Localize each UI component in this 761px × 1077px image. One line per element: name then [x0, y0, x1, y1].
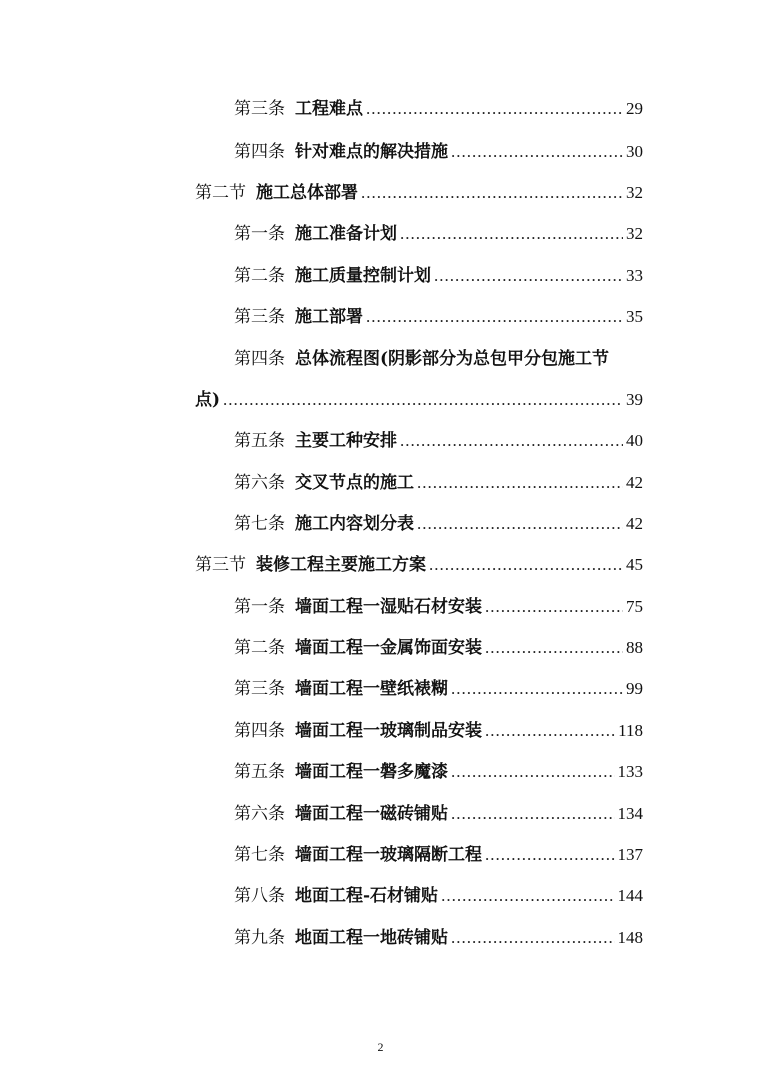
entry-title: 施工部署: [295, 307, 363, 327]
entry-page: 45: [626, 555, 643, 574]
dot-leader: [366, 305, 623, 329]
toc-entry-wrapped-second-line[interactable]: [195, 388, 643, 412]
entry-title: 工程难点: [295, 99, 363, 119]
toc-entry[interactable]: [234, 429, 643, 453]
dot-leader: [485, 719, 615, 743]
entry-page: 42: [626, 473, 643, 492]
page-number-footer: 2: [377, 1040, 384, 1054]
dot-leader: [361, 181, 623, 205]
entry-title: 地面工程-石材铺贴: [295, 886, 439, 906]
toc-entry[interactable]: [234, 760, 643, 784]
section-number: 第二节: [195, 183, 246, 203]
dot-leader: [400, 222, 623, 246]
toc-entry[interactable]: [234, 264, 643, 288]
entry-title: 总体流程图(阴影部分为总包甲分包施工节: [295, 349, 610, 369]
toc-entry[interactable]: [234, 305, 643, 329]
section-number: 第三节: [195, 555, 246, 575]
entry-number: 第三条: [234, 679, 285, 699]
entry-page: 39: [626, 390, 643, 409]
entry-page: 99: [626, 679, 643, 698]
entry-number: 第八条: [234, 886, 285, 906]
toc-entry[interactable]: [234, 595, 643, 619]
entry-number: 第六条: [234, 473, 285, 493]
toc-section-entry[interactable]: [195, 181, 643, 205]
entry-title-continuation: 点): [195, 390, 221, 410]
toc-entry[interactable]: [234, 512, 643, 536]
entry-title: 墙面工程一磁砖铺贴: [295, 804, 448, 824]
dot-leader: [451, 926, 615, 950]
entry-number: 第七条: [234, 514, 285, 534]
toc-entry[interactable]: [234, 471, 643, 495]
entry-page: 137: [617, 845, 643, 864]
entry-title: 墙面工程一磐多魔漆: [295, 762, 448, 782]
entry-title: 施工准备计划: [295, 224, 397, 244]
entry-page: 148: [617, 928, 643, 947]
entry-page: 40: [626, 431, 643, 450]
section-title: 施工总体部署: [256, 183, 358, 203]
entry-number: 第一条: [234, 597, 285, 617]
dot-leader: [485, 843, 615, 867]
dot-leader: [451, 677, 623, 701]
toc-entry[interactable]: [234, 802, 643, 826]
entry-number: 第一条: [234, 224, 285, 244]
entry-title: 墙面工程一湿贴石材安装: [295, 597, 482, 617]
entry-title: 施工质量控制计划: [295, 266, 431, 286]
entry-number: 第二条: [234, 266, 285, 286]
section-title: 装修工程主要施工方案: [256, 555, 426, 575]
toc-entry[interactable]: [234, 222, 643, 246]
toc-entry[interactable]: [234, 926, 643, 950]
entry-page: 144: [617, 886, 643, 905]
toc-section-entry[interactable]: [195, 553, 643, 577]
entry-page: 75: [626, 597, 643, 616]
entry-title: 主要工种安排: [295, 431, 397, 451]
entry-page: 133: [617, 762, 643, 781]
dot-leader: [417, 512, 623, 536]
dot-leader: [434, 264, 623, 288]
dot-leader: [451, 802, 615, 826]
entry-number: 第三条: [234, 307, 285, 327]
entry-title: 交叉节点的施工: [295, 473, 414, 493]
entry-page: 88: [626, 638, 643, 657]
dot-leader: [485, 595, 623, 619]
entry-title: 针对难点的解决措施: [295, 142, 448, 162]
dot-leader: [441, 884, 614, 908]
entry-page: 29: [626, 99, 643, 118]
dot-leader: [429, 553, 623, 577]
entry-number: 第二条: [234, 638, 285, 658]
toc-entry[interactable]: [234, 636, 643, 660]
dot-leader: [451, 760, 615, 784]
entry-number: 第四条: [234, 349, 285, 369]
toc-entry[interactable]: [234, 843, 643, 867]
entry-title: 墙面工程一金属饰面安装: [295, 638, 482, 658]
dot-leader: [417, 471, 623, 495]
entry-title: 施工内容划分表: [295, 514, 414, 534]
entry-title: 墙面工程一玻璃隔断工程: [295, 845, 482, 865]
entry-title: 墙面工程一壁纸裱糊: [295, 679, 448, 699]
entry-page: 118: [618, 721, 643, 740]
entry-page: 134: [617, 804, 643, 823]
toc-entry[interactable]: [234, 97, 643, 121]
entry-number: 第五条: [234, 762, 285, 782]
entry-page: 42: [626, 514, 643, 533]
dot-leader: [223, 388, 623, 412]
entry-title: 墙面工程一玻璃制品安装: [295, 721, 482, 741]
toc-entry[interactable]: [234, 884, 643, 908]
toc-entry[interactable]: [234, 677, 643, 701]
toc-entry-wrapped-first-line[interactable]: [234, 347, 643, 371]
entry-page: 32: [626, 183, 643, 202]
toc-entry[interactable]: [234, 719, 643, 743]
entry-number: 第七条: [234, 845, 285, 865]
entry-number: 第六条: [234, 804, 285, 824]
dot-leader: [485, 636, 623, 660]
entry-number: 第四条: [234, 142, 285, 162]
dot-leader: [400, 429, 623, 453]
toc-entry[interactable]: [234, 140, 643, 164]
entry-page: 35: [626, 307, 643, 326]
entry-page: 32: [626, 224, 643, 243]
entry-number: 第四条: [234, 721, 285, 741]
entry-title: 地面工程一地砖铺贴: [295, 928, 448, 948]
entry-page: 30: [626, 142, 643, 161]
dot-leader: [451, 140, 623, 164]
entry-number: 第九条: [234, 928, 285, 948]
dot-leader: [366, 97, 623, 121]
entry-number: 第五条: [234, 431, 285, 451]
entry-number: 第三条: [234, 99, 285, 119]
entry-page: 33: [626, 266, 643, 285]
